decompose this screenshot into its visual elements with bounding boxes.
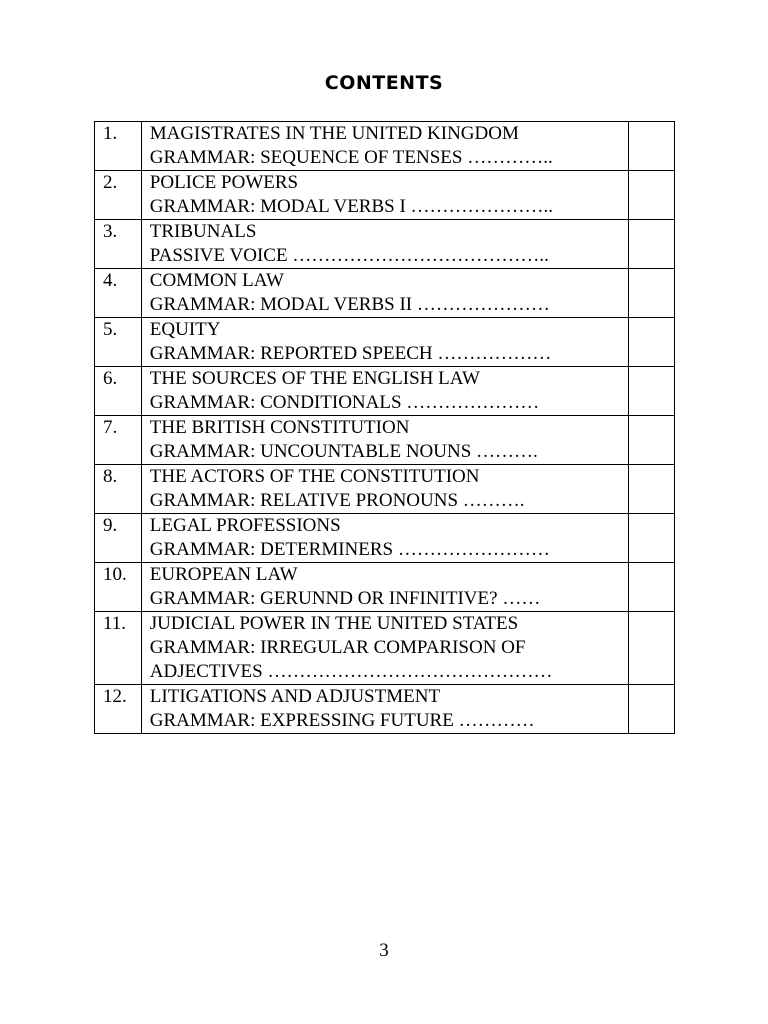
entry-page-cell bbox=[628, 563, 674, 612]
entry-title: JUDICIAL POWER IN THE UNITED STATES bbox=[149, 613, 519, 634]
entry-title-cell bbox=[141, 685, 628, 734]
entry-title: LITIGATIONS AND ADJUSTMENT bbox=[149, 686, 441, 707]
entry-number: 8. bbox=[95, 465, 142, 514]
table-row bbox=[95, 220, 675, 269]
entry-number: 9. bbox=[95, 514, 142, 563]
entry-title-cell bbox=[141, 514, 628, 563]
table-row bbox=[95, 563, 675, 612]
entry-number: 11. bbox=[95, 612, 142, 685]
entry-title: COMMON LAW bbox=[149, 270, 284, 291]
entry-title: THE SOURCES OF THE ENGLISH LAW bbox=[149, 368, 480, 389]
entry-page-cell bbox=[628, 122, 674, 171]
entry-number: 10. bbox=[95, 563, 142, 612]
entry-page-cell bbox=[628, 220, 674, 269]
entry-page-cell bbox=[628, 685, 674, 734]
table-row bbox=[95, 416, 675, 465]
entry-subtitle: PASSIVE VOICE ………………………………….. bbox=[149, 245, 549, 266]
entry-number: 7. bbox=[95, 416, 142, 465]
entry-title-cell bbox=[141, 171, 628, 220]
entry-number: 2. bbox=[95, 171, 142, 220]
table-row bbox=[95, 122, 675, 171]
contents-table-body bbox=[95, 122, 675, 734]
entry-title-cell bbox=[141, 416, 628, 465]
entry-subtitle: GRAMMAR: SEQUENCE OF TENSES ………….. bbox=[149, 147, 553, 168]
entry-subtitle: GRAMMAR: GERUNND OR INFINITIVE? …… bbox=[149, 588, 541, 609]
entry-page-cell bbox=[628, 171, 674, 220]
entry-title: LEGAL PROFESSIONS bbox=[149, 515, 341, 536]
entry-subtitle: GRAMMAR: CONDITIONALS ………………… bbox=[149, 392, 540, 413]
entry-page-cell bbox=[628, 465, 674, 514]
entry-title: EQUITY bbox=[149, 319, 221, 340]
entry-number: 3. bbox=[95, 220, 142, 269]
entry-subtitle: GRAMMAR: UNCOUNTABLE NOUNS ………. bbox=[149, 441, 538, 462]
entry-title-cell bbox=[141, 465, 628, 514]
entry-number: 12. bbox=[95, 685, 142, 734]
table-row bbox=[95, 171, 675, 220]
entry-subtitle: ADJECTIVES ……………………………………… bbox=[149, 661, 553, 682]
table-row bbox=[95, 269, 675, 318]
entry-title: THE ACTORS OF THE CONSTITUTION bbox=[149, 466, 480, 487]
table-row bbox=[95, 685, 675, 734]
entry-page-cell bbox=[628, 367, 674, 416]
entry-title: THE BRITISH CONSTITUTION bbox=[149, 417, 410, 438]
entry-subtitle: GRAMMAR: RELATIVE PRONOUNS ………. bbox=[149, 490, 525, 511]
page-title: CONTENTS bbox=[324, 72, 444, 94]
table-row bbox=[95, 318, 675, 367]
entry-title-cell bbox=[141, 612, 628, 685]
contents-table bbox=[94, 121, 675, 734]
entry-subtitle: GRAMMAR: DETERMINERS …………………… bbox=[149, 539, 550, 560]
entry-page-cell bbox=[628, 269, 674, 318]
entry-title: MAGISTRATES IN THE UNITED KINGDOM bbox=[149, 123, 519, 144]
entry-subtitle: GRAMMAR: REPORTED SPEECH ……………… bbox=[149, 343, 552, 364]
entry-page-cell bbox=[628, 318, 674, 367]
entry-number: 4. bbox=[95, 269, 142, 318]
entry-title: POLICE POWERS bbox=[149, 172, 299, 193]
page-number: 3 bbox=[379, 940, 389, 961]
entry-title: EUROPEAN LAW bbox=[149, 564, 298, 585]
entry-subtitle: GRAMMAR: MODAL VERBS I ………………….. bbox=[149, 196, 554, 217]
entry-subtitle: GRAMMAR: IRREGULAR COMPARISON OF bbox=[149, 637, 526, 658]
entry-page-cell bbox=[628, 514, 674, 563]
entry-number: 5. bbox=[95, 318, 142, 367]
entry-page-cell bbox=[628, 612, 674, 685]
entry-subtitle: GRAMMAR: MODAL VERBS II ………………… bbox=[149, 294, 550, 315]
entry-subtitle: GRAMMAR: EXPRESSING FUTURE ………… bbox=[149, 710, 535, 731]
table-row bbox=[95, 367, 675, 416]
entry-page-cell bbox=[628, 416, 674, 465]
entry-number: 6. bbox=[95, 367, 142, 416]
entry-title: TRIBUNALS bbox=[149, 221, 257, 242]
entry-title-cell bbox=[141, 367, 628, 416]
entry-number: 1. bbox=[95, 122, 142, 171]
entry-title-cell bbox=[141, 122, 628, 171]
table-row bbox=[95, 514, 675, 563]
entry-title-cell bbox=[141, 318, 628, 367]
table-row bbox=[95, 612, 675, 685]
entry-title-cell bbox=[141, 563, 628, 612]
entry-title-cell bbox=[141, 269, 628, 318]
entry-title-cell bbox=[141, 220, 628, 269]
table-row bbox=[95, 465, 675, 514]
